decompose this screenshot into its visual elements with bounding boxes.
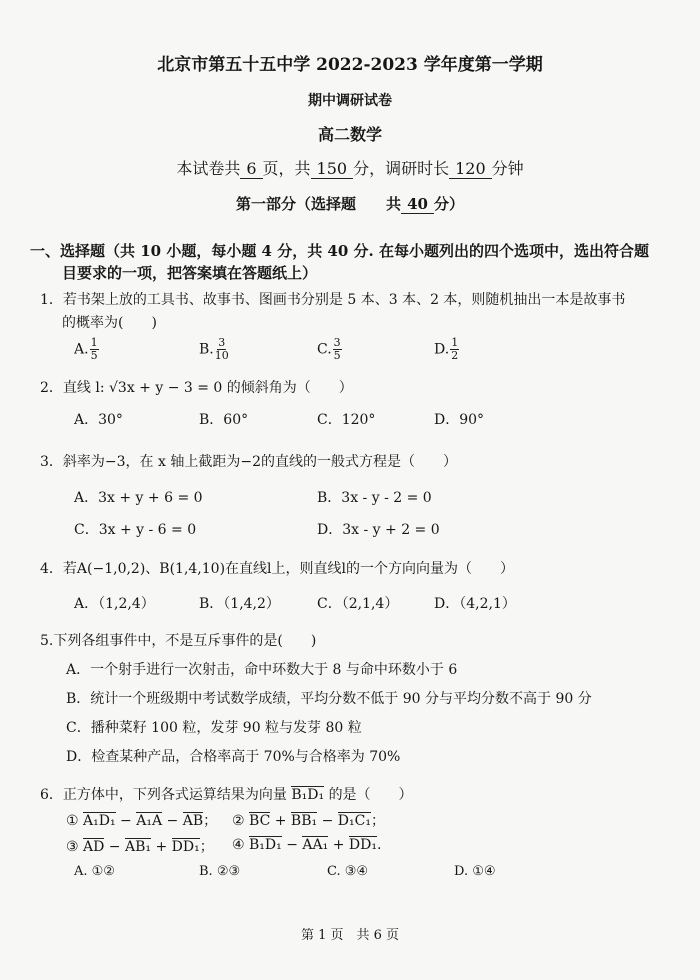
q2-option-a: A．30°: [74, 412, 123, 428]
q1-stem-line1: 1．若书架上放的工具书、故事书、图画书分别是 5 本、3 本、2 本，则随机抽出一本是故事书: [40, 292, 626, 308]
q2-option-c: C．120°: [317, 412, 376, 428]
q5-option-b: B．统计一个班级期中考试数学成绩，平均分数不低于 90 分与平均分数不高于 90 分: [66, 691, 592, 707]
q4-option-a: A．（1,2,4）: [74, 596, 155, 612]
q3-stem: 3．斜率为−3，在 x 轴上截距为−2的直线的一般式方程是（ ）: [40, 454, 457, 470]
info-suffix: 分钟: [491, 159, 524, 178]
q5-option-a: A．一个射手进行一次射击，命中环数大于 8 与命中环数小于 6: [66, 662, 458, 678]
info-mid1: 页，共: [262, 159, 311, 178]
info-prefix: 本试卷共: [176, 159, 241, 178]
q6-item-1: ① A₁D₁ − A₁A − AB；: [66, 813, 218, 829]
q1-option-a: A. $\frac{1}{5}$: [74, 336, 98, 362]
q1-stem-line2: 的概率为( ): [62, 315, 157, 331]
q3-option-b: B．3x - y - 2 = 0: [317, 490, 432, 506]
exam-info: [0, 156, 700, 179]
school-title: 北京市第五十五中学 2022-2023 学年度第一学期: [157, 55, 543, 75]
q3-option-d: D．3x - y + 2 = 0: [317, 522, 440, 538]
q3-option-a: A．3x + y + 6 = 0: [74, 490, 203, 506]
q6-target-vector: B₁D₁: [291, 787, 325, 803]
q6-item-3: ③ AD − AB₁ + DD₁；: [66, 839, 214, 855]
q5-option-d: D．检查某种产品，合格率高于 70%与合格率为 70%: [66, 749, 401, 765]
q6-option-d: D. ①④: [454, 864, 496, 879]
q5-option-c: C．播种菜籽 100 粒，发芽 90 粒与发芽 80 粒: [66, 720, 362, 736]
subject-title: 高二数学: [317, 125, 382, 144]
part-title-suffix: 分）: [433, 195, 464, 213]
q4-option-b: B．（1,4,2）: [199, 596, 280, 612]
section-header-line1: 一、选择题（共 10 小题，每小题 4 分，共 40 分. 在每小题列出的四个选项中，选出符合题: [30, 242, 649, 260]
section-header-line2: 目要求的一项，把答案填在答题纸上）: [62, 264, 318, 282]
total-score: 150: [311, 160, 354, 179]
q6-option-b: B. ②③: [199, 864, 241, 879]
q4-stem: 4．若A(−1,0,2)、B(1,4,10)在直线l上，则直线l的一个方向向量为（ ）: [40, 561, 514, 577]
q6-item-2: ② BC + BB₁ − D₁C₁；: [232, 813, 385, 829]
page-footer: 第 1 页 共 6 页: [300, 928, 400, 943]
part-title-prefix: 第一部分（选择题 共: [236, 195, 402, 213]
q1-option-d: D. $\frac{1}{2}$: [434, 336, 459, 362]
q1-option-c: C. $\frac{3}{5}$: [317, 336, 341, 362]
exam-title: 期中调研试卷: [308, 93, 392, 109]
q4-option-d: D．（4,2,1）: [434, 596, 516, 612]
q6-stem: 6．正方体中，下列各式运算结果为向量 B₁D₁ 的是（ ）: [40, 787, 413, 803]
q1-option-b: B. $\frac{3}{10}$: [199, 336, 229, 362]
q2-stem: 2．直线 l: √3x + y − 3 = 0 的倾斜角为（ ）: [40, 380, 353, 396]
q5-stem: 5.下列各组事件中，不是互斥事件的是( ): [40, 633, 317, 649]
part-score: 40: [401, 195, 434, 214]
exam-minutes: 120: [449, 160, 492, 179]
info-mid2: 分，调研时长: [353, 159, 450, 178]
q6-option-c: C. ③④: [327, 864, 369, 879]
q6-item-4: ④ B₁D₁ − AA₁ + DD₁.: [232, 837, 382, 853]
page-count: 6: [240, 160, 262, 179]
q3-option-c: C．3x + y - 6 = 0: [74, 522, 197, 538]
part-title: [0, 193, 700, 214]
q2-option-d: D．90°: [434, 412, 485, 428]
q4-option-c: C．（2,1,4）: [317, 596, 399, 612]
q2-option-b: B．60°: [199, 412, 249, 428]
q6-option-a: A. ①②: [74, 864, 115, 879]
